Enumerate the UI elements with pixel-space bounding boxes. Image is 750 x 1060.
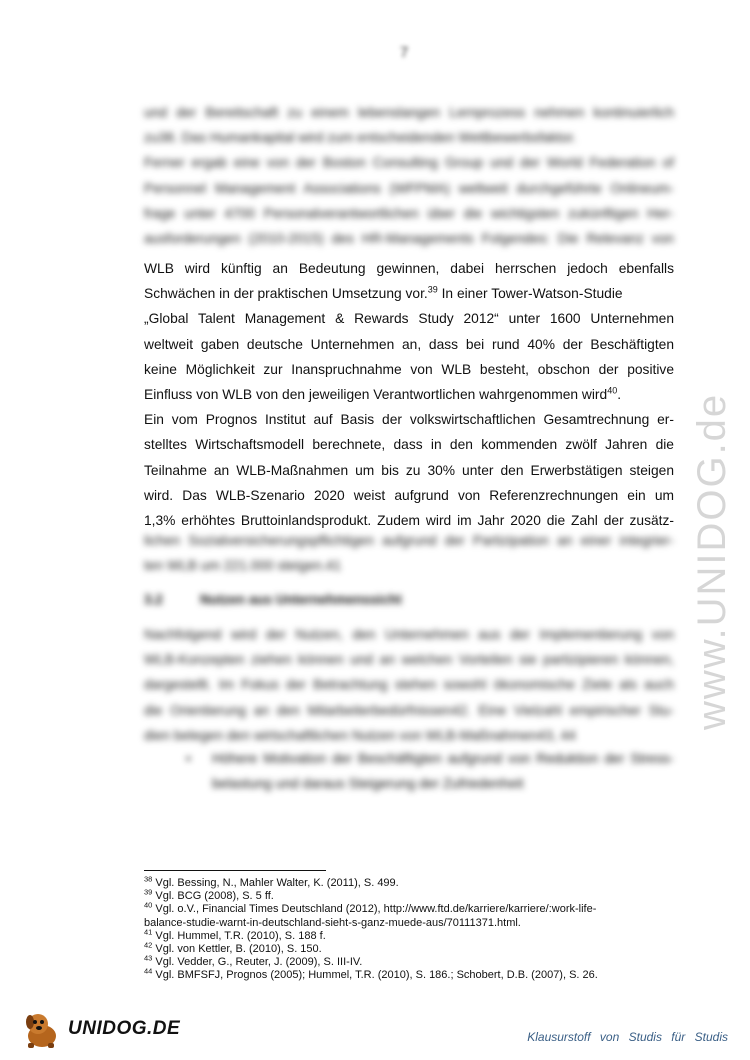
footnote <box>144 966 664 982</box>
text-line: WLB-Konzepten ziehen können und an welchen Vorteilen sie partizipieren können, <box>144 652 674 668</box>
footnote-number: 39 <box>144 887 153 897</box>
footnote-number: 38 <box>144 874 153 884</box>
footnote <box>144 940 664 956</box>
text-line <box>144 458 674 483</box>
text-line-content: wird. Das WLB-Szenario 2020 weist aufgrund von Referenzrechnungen ein um <box>144 487 674 503</box>
footnote-reference: 39 <box>427 284 438 295</box>
bullet-text-line: belastung und daraus Steigerung der Zufriedenheit <box>212 776 524 792</box>
footnote-text: Vgl. o.V., Financial Times Deutschland (2012), http://www.ftd.de/karriere/karriere/:work-life- <box>152 903 597 916</box>
section-heading <box>144 592 674 607</box>
text-line: ten WLB um 221.000 steigen.41 <box>144 558 342 574</box>
footnote-text: Vgl. Hummel, T.R. (2010), S. 188 f. <box>152 929 326 942</box>
footnote <box>144 927 664 943</box>
footnote-text: Vgl. Vedder, G., Reuter, J. (2009), S. III-IV. <box>152 956 363 969</box>
section-title: Nutzen aus Unternehmenssicht <box>200 592 402 607</box>
text-line-content: Ein vom Prognos Institut auf Basis der volkswirtschaftlichen Gesamtrechnung er- <box>144 412 674 428</box>
text-line-content: 1,3% erhöhtes Bruttoinlandsprodukt. Zudem wird im Jahr 2020 die Zahl der zusätz- <box>144 512 674 528</box>
footnote-text: Vgl. BMFSFJ, Prognos (2005); Hummel, T.R. (2010), S. 186.; Schobert, D.B. (2007), S. 26. <box>152 969 598 982</box>
footnote <box>144 887 664 903</box>
text-line: Nachfolgend wird der Nutzen, den Unternehmen aus der Implementierung von <box>144 627 674 642</box>
footnote-number: 44 <box>144 966 153 976</box>
footnote-number: 41 <box>144 927 153 937</box>
footnote-number: 40 <box>144 900 153 910</box>
text-line: Personnel Management Associations (WFPMA) weltweit durchgeführte Onlineum- <box>144 180 674 196</box>
footnote-text: Vgl. Bessing, N., Mahler Walter, K. (2011), S. 499. <box>152 877 399 889</box>
unidog-logo <box>20 1010 181 1050</box>
text-line <box>144 281 674 306</box>
text-line <box>144 382 674 407</box>
text-line-content: Einfluss von WLB von den jeweiligen Verantwortlichen wahrgenommen wird <box>144 386 608 402</box>
bullet-text-line: Höhere Motivation der Beschäftigten aufgrund von Reduktion der Stress- <box>212 751 674 766</box>
footnote-text: Vgl. von Kettler, B. (2010), S. 150. <box>152 943 322 956</box>
footnote-reference: 40 <box>607 385 618 396</box>
footnote-number: 43 <box>144 953 153 963</box>
footnote-text: Vgl. BCG (2008), S. 5 ff. <box>152 890 274 903</box>
footnote-text: balance-studie-warnt-in-deutschland-sieht-s-ganz-muede-aus/70111371.html. <box>144 916 521 929</box>
text-line-content: stelltes Wirtschaftsmodell berechnete, dass in den kommenden zwölf Jahren die <box>144 437 674 453</box>
logo-text: UNIDOG.DE <box>68 1018 181 1039</box>
text-line-content: „Global Talent Management & Rewards Study 2012“ unter 1600 Unternehmen <box>144 311 674 327</box>
footnote-number: 42 <box>144 940 153 950</box>
text-line: Ferner ergab eine von der Boston Consulting Group und der World Federation of <box>144 155 674 171</box>
text-line: lichen Sozialversicherungspflichtigen aufgrund der Partizipation an einer integrier- <box>144 533 674 548</box>
text-line: dargestellt. Im Fokus der Betrachtung stehen sowohl ökonomische Ziele als auch <box>144 677 674 693</box>
bullet-list <box>186 746 674 796</box>
bullet-icon: • <box>186 751 191 766</box>
text-line <box>144 432 674 457</box>
text-line: ausforderungen (2010-2015) des HR-Managements Folgendes: Die Relevanz von <box>144 230 674 246</box>
blurred-section-paragraph <box>144 622 674 748</box>
text-line: zu38. Das Humankapital wird zum entscheidenden Wettbewerbsfaktor. <box>144 130 577 146</box>
text-line-content: Teilnahme an WLB-Maßnahmen um bis zu 30% unter den Erwerbstätigen steigen <box>144 462 674 478</box>
footnote-divider <box>144 870 326 871</box>
footnote <box>144 917 664 930</box>
text-line <box>144 483 674 508</box>
text-line <box>144 357 674 382</box>
dog-mascot-icon <box>20 1010 66 1050</box>
text-line-content: WLB wird künftig an Bedeutung gewinnen, dabei herrschen jedoch ebenfalls <box>144 261 674 276</box>
footnote <box>144 953 664 969</box>
watermark: www.UNIDOG.de <box>690 392 734 730</box>
text-line: frage unter 4700 Personalverantwortlichen über die wichtigsten zukünftigen Her- <box>144 205 674 221</box>
text-line <box>144 256 674 281</box>
text-line: die Orientierung an den Mitarbeiterbedürfnissen42. Eine Vielzahl empirischer Stu- <box>144 702 674 718</box>
blurred-paragraph-tail <box>144 528 674 578</box>
slogan: Klausurstoff von Studis für Studis <box>527 1030 728 1044</box>
section-number: 3.2 <box>144 592 163 607</box>
text-line: und der Bereitschaft zu einem lebenslangen Lernprozess nehmen kontinuierlich <box>144 105 674 120</box>
footnote <box>144 874 664 890</box>
text-line-content: weltweit gaben deutsche Unternehmen an, dass bei rund 40% der Beschäftigten <box>144 336 674 352</box>
text-line: dien belegen den wirtschaftlichen Nutzen von WLB-Maßnahmen43, 44 <box>144 727 576 743</box>
text-line <box>144 306 674 331</box>
text-line-continuation: . <box>617 386 622 402</box>
visible-paragraph <box>144 256 674 533</box>
blurred-paragraph-top <box>144 100 674 251</box>
page-number: 7 <box>400 44 409 61</box>
text-line <box>144 407 674 432</box>
text-line <box>144 332 674 357</box>
footnote <box>144 900 664 916</box>
text-line-content: Schwächen in der praktischen Umsetzung vor. <box>144 286 428 302</box>
text-line-content: keine Möglichkeit zur Inanspruchnahme von WLB besteht, obschon der positive <box>144 361 674 377</box>
footnotes <box>144 874 664 983</box>
text-line-continuation: In einer Tower-Watson-Studie <box>437 286 623 302</box>
